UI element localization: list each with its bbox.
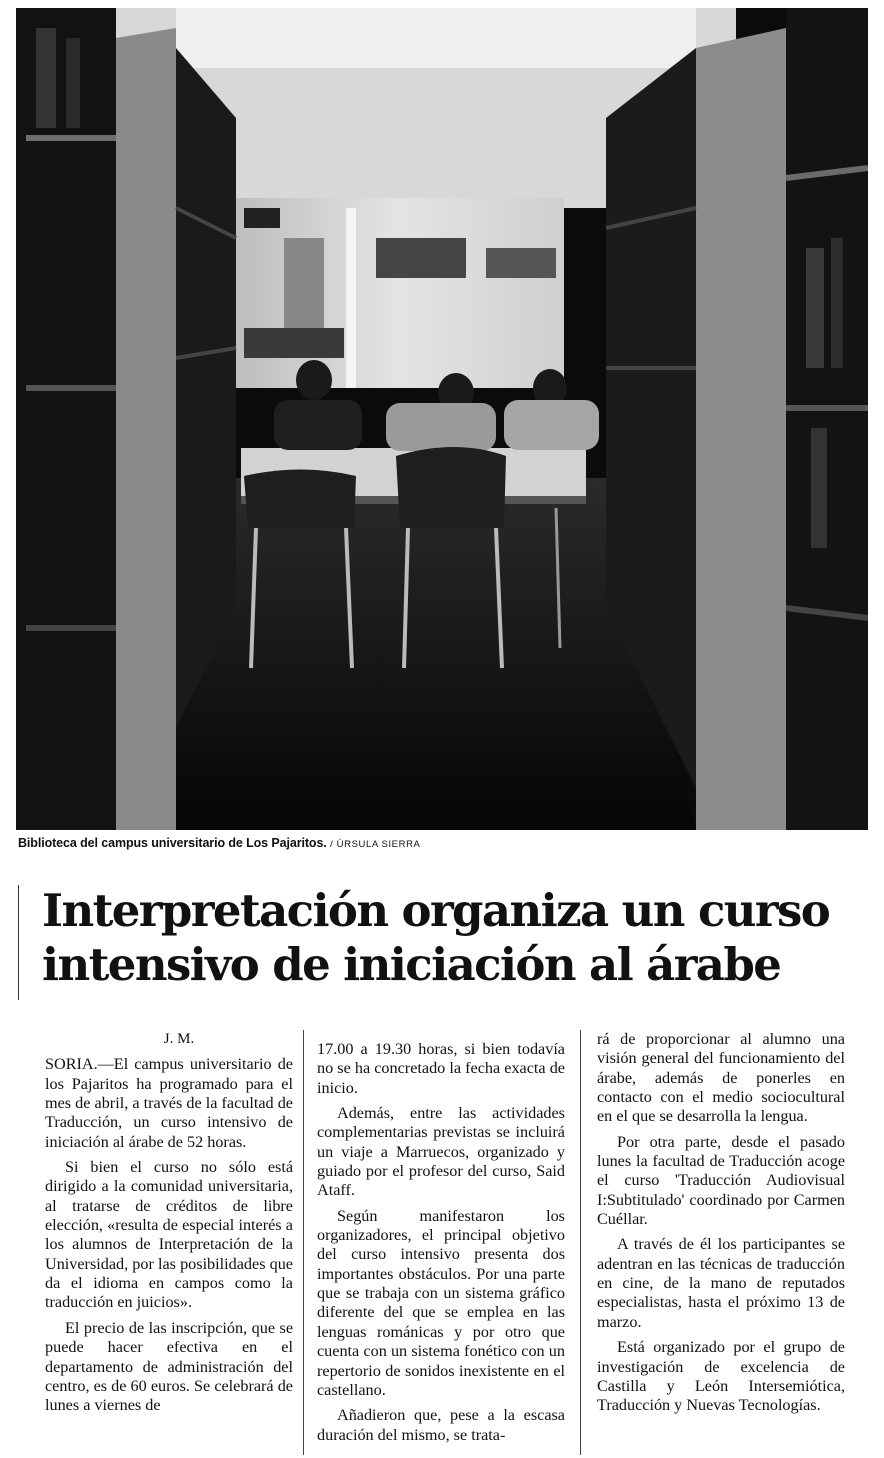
paragraph: 17.00 a 19.30 horas, si bien todavía no se ha concretado la fecha exacta de inicio. (317, 1040, 565, 1097)
caption-credit: / ÚRSULA SIERRA (330, 839, 421, 850)
headline-rule (18, 885, 19, 1000)
paragraph: Está organizado por el grupo de investigación de excelencia de Castilla y León Intersemiótica, Traducción y Nuevas Tecnologías. (597, 1338, 845, 1415)
article-column-2 (317, 1040, 565, 1445)
caption-text: Biblioteca del campus universitario de Los Pajaritos. (18, 836, 327, 850)
paragraph: SORIA.—El campus universitario de los Pajaritos ha programado para el mes de abril, a través de la facultad de Traducción, un curso intensivo de iniciación al árabe de 52 horas. (45, 1055, 293, 1151)
library-photo (16, 8, 868, 830)
article-column-3 (597, 1030, 845, 1416)
paragraph: A través de él los participantes se adentran en las técnicas de traducción en cine, de la mano de reputados especialistas, hasta el próximo 13 de marzo. (597, 1235, 845, 1331)
photo-caption (18, 836, 420, 850)
paragraph: Además, entre las actividades complementarias previstas se incluirá un viaje a Marruecos, organizado y guiado por el profesor del curso, Said Ataff. (317, 1104, 565, 1200)
paragraph: El precio de las inscripción, que se puede hacer efectiva en el departamento de administración del centro, es de 60 euros. Se celebrará de lunes a viernes de (45, 1318, 293, 1415)
column-rule (303, 1030, 304, 1455)
headline-line-1: Interpretación organiza un curso (42, 884, 830, 937)
paragraph: Por otra parte, desde el pasado lunes la facultad de Traducción acoge el curso 'Traducción Audiovisual I:Subtitulado' coordinado por Carmen Cuéllar. (597, 1132, 845, 1229)
column-rule (580, 1030, 581, 1455)
headline (42, 884, 872, 992)
paragraph: Según manifestaron los organizadores, el principal objetivo del curso intensivo presenta dos importantes obstáculos. Por una parte que se trabaja con un sistema gráfico diferente del que se emplea en las lenguas románicas y por otro que cuenta con un sistema fonético con un repertorio de sonidos inexistente en el castellano. (317, 1206, 565, 1399)
byline: J. M. (163, 1031, 195, 1047)
article-column-1 (45, 1030, 293, 1416)
paragraph: rá de proporcionar al alumno una visión general del funcionamiento del árabe, además de ponerles en contacto con el medio sociocultural en el que se desarrolla la lengua. (597, 1030, 845, 1126)
headline-line-2: intensivo de iniciación al árabe (42, 938, 781, 991)
paragraph: Si bien el curso no sólo está dirigido a la comunidad universitaria, al tratarse de créditos de libre elección, «resulta de especial interés a los alumnos de Interpretación de la Universidad, por las posibilidades que da el idioma en campos como la traducción en juicios». (45, 1158, 293, 1312)
paragraph: Añadieron que, pese a la escasa duración del mismo, se trata- (317, 1406, 565, 1444)
library-photo-icon (16, 8, 868, 830)
